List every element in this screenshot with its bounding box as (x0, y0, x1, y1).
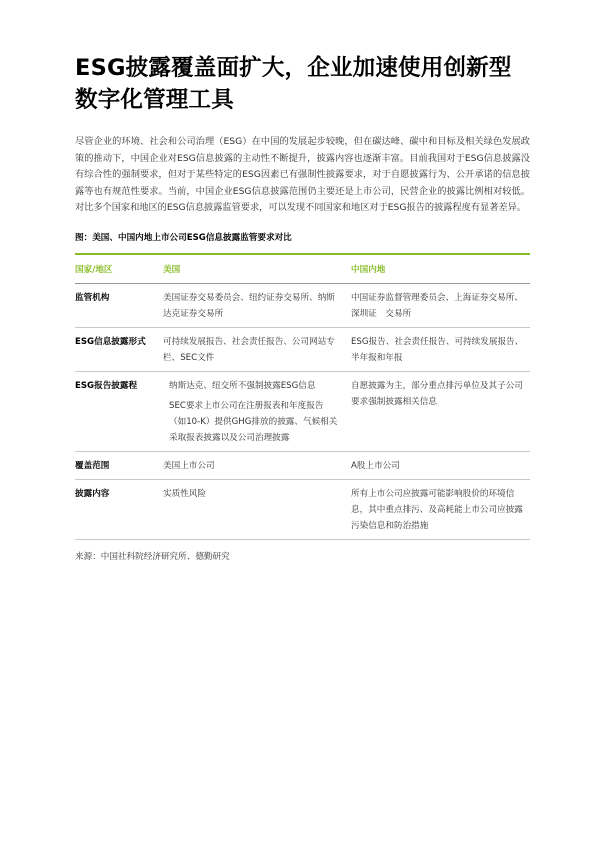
cell-us: 美国证券交易委员会、纽约证券交易所、纳斯达克证券交易所 (163, 283, 349, 327)
header-us: 美国 (163, 255, 349, 284)
row-label: 披露内容 (75, 479, 163, 539)
cell-us: 实质性风险 (163, 479, 349, 539)
cell-cn: ESG报告、社会责任报告、可持续发展报告、半年报和年报 (349, 327, 530, 371)
cell-us: 可持续发展报告、社会责任报告、公司网站专栏、SEC文件 (163, 327, 349, 371)
table-row (75, 327, 530, 371)
row-label: ESG信息披露形式 (75, 327, 163, 371)
row-label: ESG报告披露程 (75, 371, 163, 451)
row-label: 监管机构 (75, 283, 163, 327)
table-row (75, 451, 530, 479)
page-title: ESG披露覆盖面扩大，企业加速使用创新型数字化管理工具 (75, 55, 512, 113)
cell-cn: A股上市公司 (349, 451, 530, 479)
header-region: 国家/地区 (75, 255, 163, 284)
figure-title: 图：美国、中国内地上市公司ESG信息披露监管要求对比 (75, 232, 292, 243)
document-page (75, 52, 530, 564)
table-row (75, 371, 530, 451)
source-note: 来源：中国社科院经济研究所、德勤研究 (75, 551, 230, 562)
cell-us: 美国上市公司 (163, 451, 349, 479)
cell-us-paragraph: 纳斯达克、纽交所不强制披露ESG信息 (169, 380, 316, 391)
cell-cn: 中国证券监督管理委员会、上海证券交易所、深圳证 交易所 (349, 283, 530, 327)
row-label: 覆盖范围 (75, 451, 163, 479)
header-cn: 中国内地 (349, 255, 530, 284)
table-header-row (75, 255, 530, 284)
intro-paragraph: 尽管企业的环境、社会和公司治理（ESG）在中国的发展起步较晚，但在碳达峰、碳中和目标及相关绿色发展政策的推动下，中国企业对ESG信息披露的主动性不断提升，披露内容也逐渐丰富。目前我国对于ESG信息披露没有综合性的强制要求，但对于某些特定的ESG因素已有强制性披露要求，对于自愿披露行为、公开承诺的信息披露等也有规范性要求。当前，中国企业ESG信息披露范围仍主要还是上市公司，民营企业的披露比例相对较低。对比多个国家和地区的ESG信息披露监管要求，可以发现不同国家和地区对于ESG报告的披露程度有显著差异。 (75, 136, 530, 214)
cell-cn: 所有上市公司应披露可能影响股价的环境信息，其中重点排污、及高耗能上市公司应披露污染信息和防治措施 (349, 479, 530, 539)
cell-cn: 自愿披露为主，部分重点排污单位及其子公司要求强制披露相关信息 (349, 371, 530, 451)
comparison-table (75, 255, 530, 540)
table-row (75, 283, 530, 327)
cell-us (163, 371, 349, 451)
cell-us-paragraph: SEC要求上市公司在注册报表和年度报告（如10-K）提供GHG排放的披露、气候相关采取报表披露以及公司治理披露 (169, 400, 338, 443)
table-row (75, 479, 530, 539)
